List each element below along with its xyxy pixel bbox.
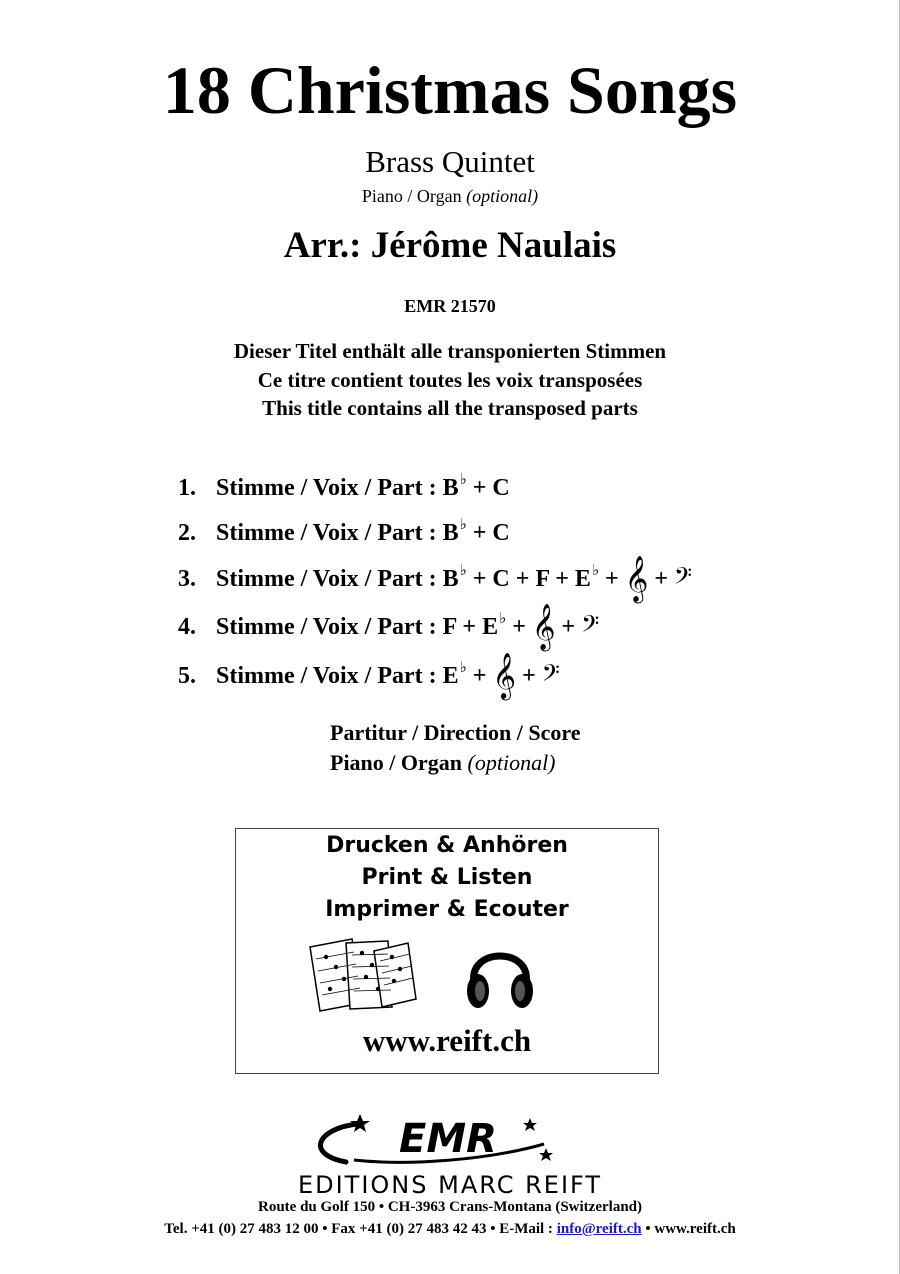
- plus-sign: +: [515, 566, 530, 592]
- publisher-contact: [0, 1219, 900, 1239]
- piano-organ-main: Piano / Organ: [330, 750, 463, 775]
- flat-sign: ♭: [499, 611, 507, 627]
- part-label: Stimme / Voix / Part :: [216, 663, 437, 689]
- part-label: Stimme / Voix / Part :: [216, 475, 437, 501]
- part-number: 5.: [178, 663, 196, 689]
- email-link[interactable]: info@reift.ch: [556, 1221, 642, 1237]
- key-c: C: [492, 566, 510, 592]
- flat-sign: ♭: [459, 517, 467, 533]
- key-e: E: [482, 614, 499, 640]
- print-box-line-de: Drucken & Anhören: [326, 833, 568, 858]
- part-label: Stimme / Voix / Part :: [216, 614, 437, 640]
- logo-text: EMR: [399, 1116, 497, 1162]
- description-fr: Ce titre contient toutes les voix transposées: [257, 368, 643, 392]
- key-b: B: [442, 475, 459, 501]
- instrumentation-main: Piano / Organ: [361, 186, 462, 206]
- key-c: C: [492, 520, 510, 546]
- emr-logo: [298, 1108, 558, 1170]
- flat-sign: ♭: [459, 660, 467, 676]
- plus-sign: +: [512, 614, 526, 640]
- arranger: Arr.: Jérôme Naulais: [283, 225, 617, 266]
- box-url: www.reift.ch: [362, 1023, 532, 1058]
- treble-clef-icon: 𝄞: [531, 604, 556, 650]
- plus-sign: +: [522, 663, 536, 689]
- part-line-2: [178, 510, 510, 548]
- part-number: 1.: [178, 475, 196, 501]
- plus-sign: +: [462, 614, 477, 640]
- print-box-line-fr: Imprimer & Ecouter: [325, 897, 569, 922]
- publisher-address: Route du Golf 150 • CH-3963 Crans-Montana (Switzerland): [258, 1199, 642, 1215]
- star-icon: [523, 1118, 537, 1131]
- description-de: Dieser Titel enthält alle transponierten Stimmen: [233, 339, 667, 363]
- plus-sign: +: [605, 566, 619, 592]
- part-number: 2.: [178, 520, 196, 546]
- star-icon: [539, 1148, 553, 1161]
- bass-clef-icon: 𝄢: [674, 562, 693, 595]
- key-e: E: [442, 663, 459, 689]
- plus-sign: +: [555, 566, 569, 592]
- part-line-4: [178, 604, 600, 650]
- contact-website: • www.reift.ch: [645, 1221, 736, 1237]
- part-number: 3.: [178, 566, 196, 592]
- star-icon: [350, 1114, 370, 1132]
- plus-sign: +: [472, 663, 487, 689]
- flat-sign: ♭: [459, 563, 467, 579]
- key-f: F: [442, 614, 457, 640]
- key-b: B: [442, 566, 459, 592]
- headphones-icon: [464, 939, 536, 1013]
- part-line-5: [178, 653, 560, 699]
- bass-clef-icon: 𝄢: [541, 659, 560, 692]
- description-en: This title contains all the transposed parts: [262, 396, 638, 420]
- part-number: 4.: [178, 614, 196, 640]
- print-box-line-en: Print & Listen: [361, 865, 533, 890]
- score-line: Partitur / Direction / Score: [330, 720, 581, 745]
- page-title: 18 Christmas Songs: [162, 52, 738, 128]
- piano-organ-line: [330, 748, 556, 778]
- instrumentation: [0, 184, 900, 208]
- plus-sign: +: [561, 614, 576, 640]
- print-listen-box: [235, 828, 659, 1074]
- catalog-number: EMR 21570: [404, 296, 496, 316]
- plus-sign: +: [472, 475, 487, 501]
- part-line-3: [178, 556, 693, 602]
- part-label: Stimme / Voix / Part :: [216, 520, 437, 546]
- key-e: E: [574, 566, 591, 592]
- piano-organ-optional: (optional): [467, 750, 556, 775]
- subtitle: Brass Quintet: [365, 144, 535, 179]
- flat-sign: ♭: [459, 472, 467, 488]
- sheet-music-icon: [308, 937, 418, 1013]
- publisher-name: EDITIONS MARC REIFT: [297, 1171, 603, 1199]
- part-label: Stimme / Voix / Part :: [216, 566, 437, 592]
- treble-clef-icon: 𝄞: [492, 653, 517, 699]
- plus-sign: +: [472, 520, 487, 546]
- bass-clef-icon: 𝄢: [581, 610, 600, 643]
- part-line-1: [178, 465, 510, 503]
- plus-sign: +: [472, 566, 487, 592]
- key-b: B: [442, 520, 459, 546]
- key-f: F: [535, 566, 550, 592]
- contact-phone-fax: Tel. +41 (0) 27 483 12 00 • Fax +41 (0) 27 483 42 43 • E-Mail :: [164, 1221, 553, 1237]
- flat-sign: ♭: [591, 563, 600, 579]
- key-c: C: [492, 475, 510, 501]
- instrumentation-optional: (optional): [466, 186, 539, 206]
- plus-sign: +: [654, 566, 669, 592]
- treble-clef-icon: 𝄞: [624, 556, 649, 602]
